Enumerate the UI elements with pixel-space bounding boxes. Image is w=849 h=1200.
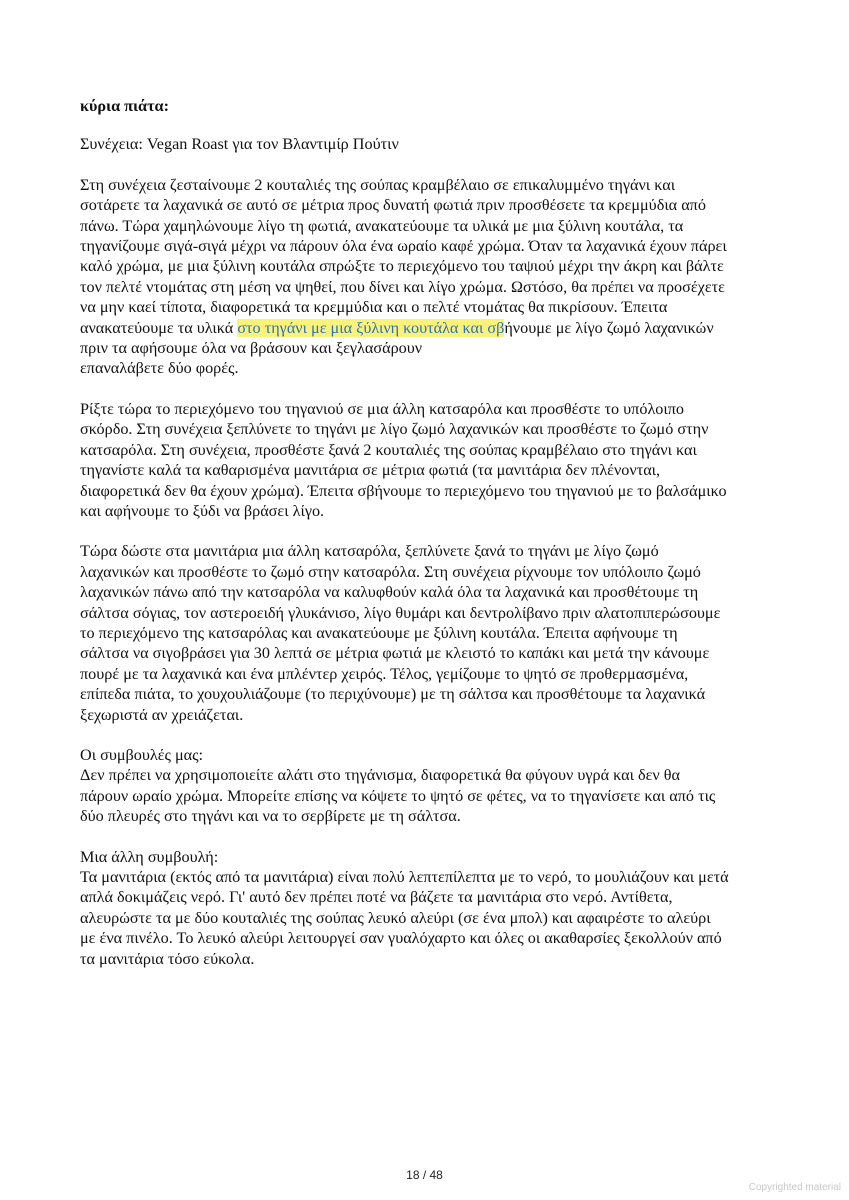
text-line: τα μανιτάρια τόσο εύκολα.: [80, 949, 255, 968]
tips-section: [80, 745, 780, 827]
text-line: πάνω. Τώρα χαμηλώνουμε λίγο τη φωτιά, ανακατεύουμε τα υλικά με μια ξύλινη κουτάλα, τα: [80, 216, 684, 235]
text-line: επαναλάβετε δύο φορές.: [80, 359, 239, 378]
text-line: σάλτσα να σιγοβράσει για 30 λεπτά σε μέτρια φωτιά με κλειστό το καπάκι και μετά την κάνουμε: [80, 644, 710, 663]
text-line: πριν τα αφήσουμε όλα να βράσουν και ξεγλασάρουν: [80, 339, 423, 358]
highlighted-text-line: [80, 318, 780, 338]
text-line: τον πελτέ ντομάτας στη μέση να ψηθεί, που δίνει και λίγο χρώμα. Ωστόσο, θα πρέπει να προσέχετε: [80, 277, 725, 296]
text-line: κατσαρόλα. Στη συνέχεια, προσθέστε ξανά 2 κουταλιές της σούπας κραμβέλαιο στο τηγάνι και: [80, 440, 697, 459]
text-line: Δεν πρέπει να χρησιμοποιείτε αλάτι στο τηγάνισμα, διαφορετικά θα φύγουν υγρά και δεν θα: [80, 766, 681, 785]
text-line: δύο πλευρές στο τηγάνι και να το σερβίρετε με τη σάλτσα.: [80, 807, 461, 826]
text-line: λαχανικών πάνω από την κατσαρόλα να καλυφθούν καλά όλα τα λαχανικά και προσθέτουμε τη: [80, 583, 699, 602]
text-line: καλό χρώμα, με μια ξύλινη κουτάλα σπρώξτε το περιεχόμενο του ταψιού μέχρι την άκρη και βάλτε: [80, 257, 724, 276]
text-line: με ένα πινέλο. Το λευκό αλεύρι λειτουργεί σαν γυαλόχαρτο και όλες οι ακαθαρσίες ξεκολλούν από: [80, 929, 722, 948]
page-indicator: 18 / 48: [406, 1168, 443, 1182]
text-line: και αφήνουμε το ξύδι να βράσει λίγο.: [80, 501, 325, 520]
text-line: να μην καεί τίποτα, διαφορετικά τα κρεμμύδια και ο πελτέ ντομάτας θα πικρίσουν. Έπειτα: [80, 298, 668, 317]
text-line: Τώρα δώστε στα μανιτάρια μια άλλη κατσαρόλα, ξεπλύνετε ξανά το τηγάνι με λίγο ζωμό: [80, 542, 659, 561]
text-highlight[interactable]: στο τηγάνι με μια ξύλινη κουτάλα και σβ: [237, 318, 505, 337]
text-line: αλευρώστε τα με δύο κουταλιές της σούπας λευκό αλεύρι (σε ένα μπολ) και αφαιρέστε το αλεύρι: [80, 908, 711, 927]
tips-title: Οι συμβουλές μας:: [80, 745, 204, 764]
text-line: Τα μανιτάρια (εκτός από τα μανιτάρια) είναι πολύ λεπτεπίλεπτα με το νερό, το μουλιάζουν και μετά: [80, 868, 729, 886]
text-line: σοτάρετε τα λαχανικά σε αυτό σε μέτρια προς δυνατή φωτιά πριν προσθέσετε τα κρεμμύδια από: [80, 196, 706, 215]
text-line: Ρίξτε τώρα το περιεχόμενο του τηγανιού σε μια άλλη κατσαρόλα και προσθέστε το υπόλοιπο: [80, 399, 685, 418]
text-segment: ήνουμε με λίγο ζωμό λαχανικών: [504, 318, 714, 337]
another-tip-section: [80, 847, 780, 969]
text-line: επίπεδα πιάτα, το χουχουλιάζουμε (το περιχύνουμε) με τη σάλτσα και προσθέτουμε τα λαχανικά: [80, 685, 706, 704]
text-line: διαφορετικά δεν θα έχουν χρώμα). Έπειτα σβήνουμε το περιεχόμενο του τηγανιού με το βαλσάμικο: [80, 481, 727, 500]
text-line: τηγανίστε καλά τα καθαρισμένα μανιτάρια σε μέτρια φωτιά (τα μανιτάρια δεν πλένονται,: [80, 461, 661, 480]
section-heading: κύρια πιάτα:: [80, 97, 169, 115]
text-line: σάλτσα σόγιας, τον αστεροειδή γλυκάνισο, λίγο θυμάρι και δεντρολίβανο πριν αλατοπιπερώσουμε: [80, 603, 721, 622]
paragraph-2: [80, 399, 780, 521]
recipe-subtitle: Συνέχεια: Vegan Roast για τον Βλαντιμίρ Πούτιν: [80, 135, 399, 154]
text-line: απλά δοκιμάζεις νερό. Γι' αυτό δεν πρέπει ποτέ να βάζετε τα μανιτάρια στο νερό. Αντίθετα,: [80, 888, 673, 907]
text-line: Στη συνέχεια ζεσταίνουμε 2 κουταλιές της σούπας κραμβέλαιο σε επικαλυμμένο τηγάνι και: [80, 175, 676, 194]
text-line: πουρέ με τα λαχανικά και ένα μπλέντερ χειρός. Τέλος, γεμίζουμε το ψητό σε προθερμασμένα,: [80, 664, 689, 683]
text-line: τηγανίζουμε σιγά-σιγά μέχρι να πάρουν όλα ένα ωραίο καφέ χρώμα. Όταν τα λαχανικά έχουν πάρει: [80, 237, 727, 256]
document-page: [80, 96, 780, 989]
text-line: σκόρδο. Στη συνέχεια ξεπλύνετε το τηγάνι με λίγο ζωμό λαχανικών και προσθέστε το ζωμό στην: [80, 420, 709, 439]
text-line: λαχανικών και προσθέστε το ζωμό στην κατσαρόλα. Στη συνέχεια ρίχνουμε τον υπόλοιπο ζωμό: [80, 562, 701, 581]
text-line: το περιεχόμενο της κατσαρόλας και ανακατεύουμε με ξύλινη κουτάλα. Έπειτα αφήνουμε τη: [80, 623, 678, 642]
another-tip-title: Μια άλλη συμβουλή:: [80, 847, 219, 866]
paragraph-3: [80, 541, 780, 725]
text-segment: ανακατεύουμε τα υλικά: [80, 318, 238, 337]
text-line: ξεχωριστά αν χρειάζεται.: [80, 705, 244, 724]
paragraph-1: [80, 175, 780, 379]
text-line: πάρουν ωραίο χρώμα. Μπορείτε επίσης να κόψετε το ψητό σε φέτες, να το τηγανίσετε και από τις: [80, 786, 716, 805]
copyright-watermark: Copyrighted material: [748, 1182, 841, 1193]
